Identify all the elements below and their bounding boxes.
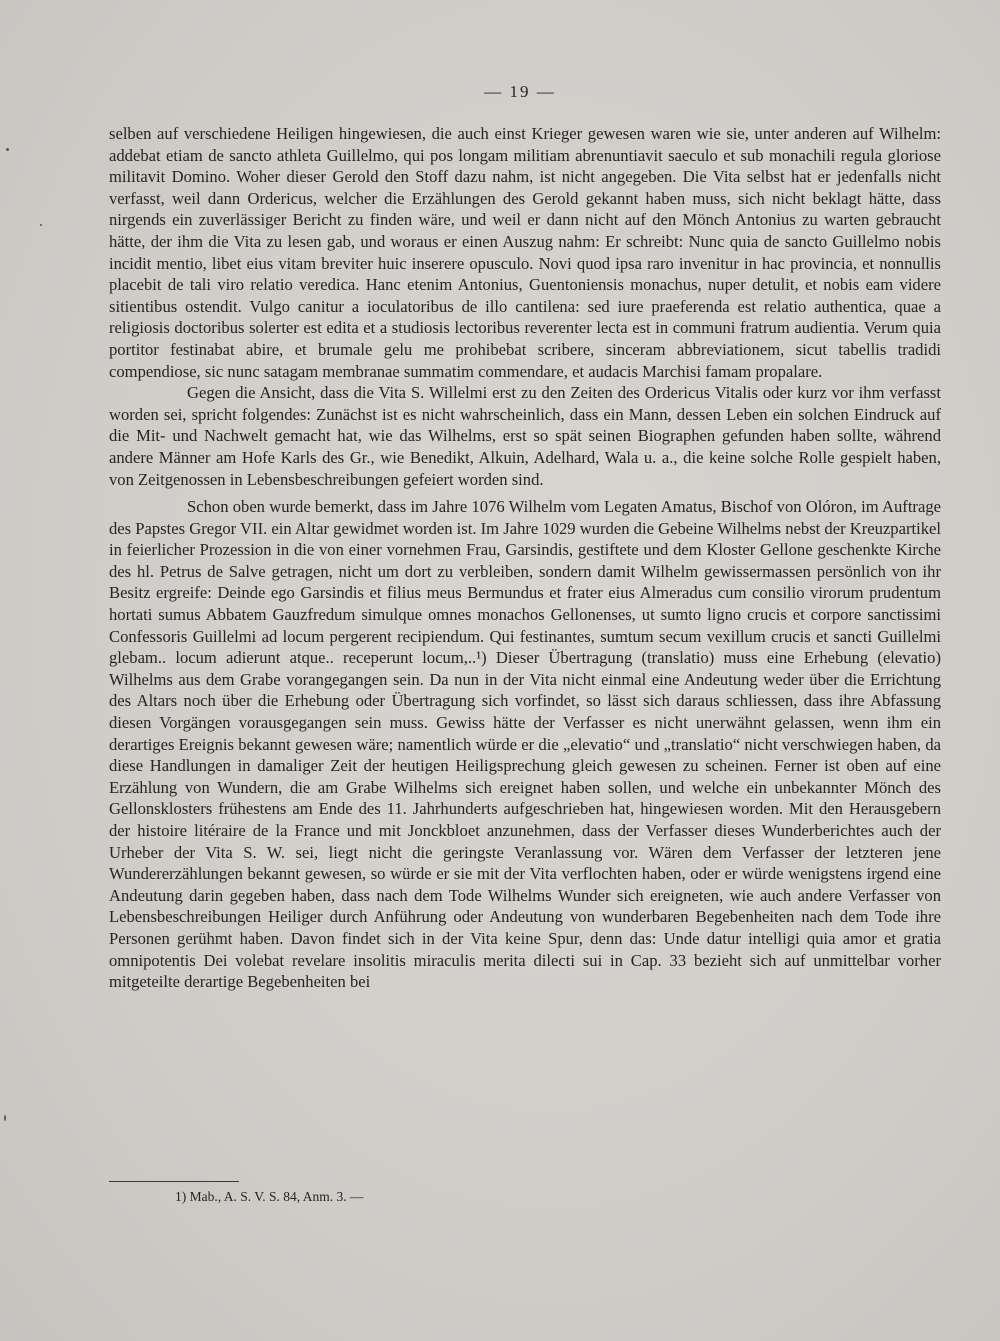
paragraph-gegen-die-ansicht: Gegen die Ansicht, dass die Vita S. Willelmi erst zu den Zeiten des Ordericus Vitalis oder kurz vor ihm verfasst worden sei, spricht folgendes: Zunächst ist es nicht wahrscheinlich, dass ein Mann, dessen Leben ein solchen Eindruck auf die Mit- und Nachwelt gemacht hat, wie das Wilhelms, erst so spät seinen Biographen gefunden haben sollte, während andere Männer am Hofe Karls des Gr., wie Benedikt, Alkuin, Adelhard, Wala u. a., die keine solche Rolle gespielt haben, von Zeitgenossen in Lebensbeschreibungen gefeiert worden sind. xyxy=(109,383,941,489)
page-number: — 19 — xyxy=(484,82,556,101)
paragraph-schon-oben: Schon oben wurde bemerkt, dass im Jahre 1076 Wilhelm vom Legaten Amatus, Bischof von Olóron, im Auftrage des Papstes Gregor VII. ein Altar gewidmet worden ist. Im Jahre 1029 wurden die Gebeine Wilhelms nebst der Kreuzpartikel in feierlicher Prozession in die von einer vornehmen Frau, Garsindis, gestiftete und dem Kloster Gellone geschenkte Kirche des hl. Petrus de Salve getragen, nicht um dort zu verbleiben, sondern damit Wilhelm gewissermassen persönlich von ihr Besitz ergreife: Deinde ego Garsindis et filius meus Bermundus et frater eius Almeradus cum consilio virorum prudentum hortati sumus Abbatem Gauzfredum simulque omnes monachos Gellonenses, ut sumto ligno crucis et corpore sanctissimi Confessoris Guillelmi ad locum pergerent recipiendum. Qui festinantes, sumtum secum vexillum crucis et sancti Guillelmi glebam.. locum adierunt atque.. receperunt locum,..¹) Dieser Übertragung (translatio) muss eine Erhebung (elevatio) Wilhelms aus dem Grabe vorangegangen sein. Da nun in der Vita nicht einmal eine Andeutung weder über die Errichtung des Altars noch über die Erhebung oder Übertragung sich vorfindet, so lässt sich daraus schliessen, dass ihre Abfassung diesen Vorgängen vorausgegangen sein muss. Gewiss hätte der Verfasser es nicht unerwähnt gelassen, wenn ihm ein derartiges Ereignis bekannt gewesen wäre; namentlich würde er die „elevatio“ und „translatio“ nicht verschwiegen haben, da diese Handlungen in damaliger Zeit der heutigen Heiligsprechung gleich gewesen zu scheinen. Ferner ist oben auf eine Erzählung von Wundern, die am Grabe Wilhelms sich ereignet haben sollen, und welche ein unbekannter Mönch des Gellonsklosters frühestens am Ende des 11. Jahrhunderts aufgeschrieben hat, hingewiesen worden. Mit den Herausgebern der histoire litéraire de la France und mit Jonckbloet anzunehmen, dass der Verfasser dieses Wunderberichtes auch der Urheber der Vita S. W. sei, liegt nicht die geringste Veranlassung vor. Wären dem Verfasser der letzteren jene Wundererzählungen bekannt gewesen, so würde er sie mit der Vita verflochten haben, oder er würde wenigstens irgend eine Andeutung darin gegeben haben, dass nach dem Tode Wilhelms Wunder sich ereigneten, wie auch andere Verfasser von Lebensbeschreibungen Heiliger durch Anführung oder Andeutung von wunderbaren Begebenheiten nach dem Tode ihre Personen gerühmt haben. Davon findet sich in der Vita keine Spur, denn das: Unde datur intelligi quia amor et gratia omnipotentis Dei volebat revelare insolitis miraculis merita dilecti sui in Cap. 33 bezieht sich auf unmittelbar vorher mitgeteilte derartige Begebenheiten bei xyxy=(109,497,941,992)
scan-speck xyxy=(6,148,9,151)
footnote: 1) Mab., A. S. V. S. 84, Anm. 3. — xyxy=(175,1189,364,1204)
body-text xyxy=(109,123,941,993)
paragraph-continuation: selben auf verschiedene Heiligen hingewiesen, die auch einst Krieger gewesen waren wie sie, unter anderen auf Wilhelm: addebat etiam de sancto athleta Guillelmo, qui pos longam militiam abrenuntiavit saeculo et sub monachili regula gloriose militavit Domino. Woher dieser Gerold den Stoff dazu nahm, ist nicht angegeben. Die Vita selbst hat er jedenfalls nicht verfasst, weil dann Ordericus, welcher die Erzählungen des Gerold gekannt haben muss, sich nicht beklagt hätte, dass nirgends ein zuverlässiger Bericht zu finden wäre, und weil er dann nicht auf den Mönch Antonius zu warten gebraucht hätte, der ihm die Vita zu lesen gab, und woraus er einen Auszug nahm: Er schreibt: Nunc quia de sancto Guillelmo nobis incidit mentio, libet eius vitam breviter huic inserere opusculo. Novi quod ipsa raro invenitur in hac provincia, et nonnullis placebit de tali viro relatio veredica. Hanc etenim Antonius, Guentoniensis monachus, nuper detulit, et nobis eam videre sitientibus ostendit. Vulgo canitur a ioculatoribus de illo cantilena: sed iure praeferenda est relatio authentica, quae a religiosis doctoribus solerter est edita et a studiosis lectoribus reverenter lecta est in communi fratrum audientia. Verum quia portitor festinabat abire, et brumale gelu me prohibebat scribere, sinceram abbreviationem, sicut tabellis tradidi compendiose, sic nunc satagam membranae summatim commendare, et audacis Marchisi famam propalare. xyxy=(109,124,941,381)
scan-speck xyxy=(40,224,42,226)
footnote-rule xyxy=(109,1181,239,1182)
scan-speck xyxy=(4,1115,6,1121)
